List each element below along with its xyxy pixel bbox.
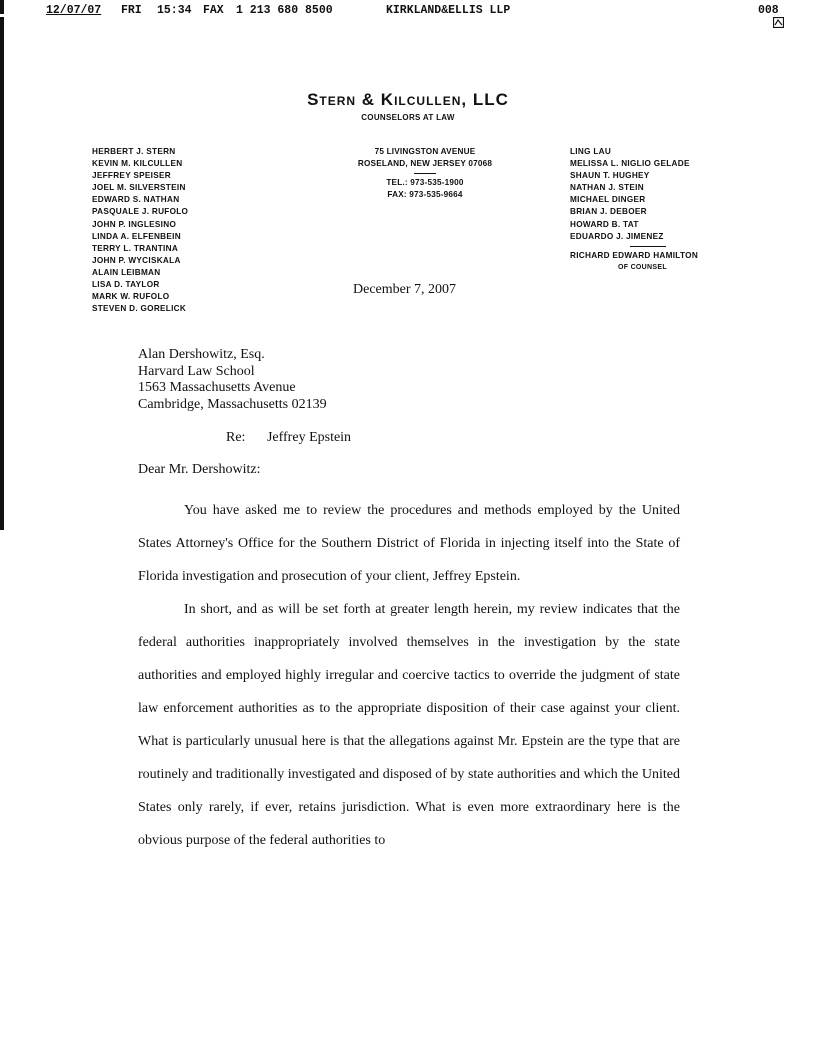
letter-body [138,494,680,857]
recipient-line: Alan Dershowitz, Esq. [138,347,265,362]
firm-subtitle: COUNSELORS AT LAW [361,113,455,122]
attorney-list-left [92,146,188,315]
firm-name: Stern & Kilcullen, LLC [307,90,509,109]
subject-line [226,430,351,446]
of-counsel-title: OF COUNSEL [618,263,667,271]
attorney-name: EDWARD S. NATHAN [92,195,180,205]
subject-label: Re: [226,430,246,445]
recipient-address [138,347,327,413]
attorney-name: BRIAN J. DEBOER [570,207,647,217]
firm-fax: FAX: 973-535-9664 [387,190,463,200]
body-paragraph: In short, and as will be set forth at greater length herein, my review indicates that the federal authorities inappropriately involved themselves in the investigation by the state authorities and employed highly irregular and coercive tactics to override the judgment of state law enforcement authorities as to the appropriate disposition of their case against your client. What is particularly unusual here is that the allegations against Mr. Epstein are the type that are routinely and traditionally investigated and disposed of by state authorities and which the United States only rarely, if ever, retains jurisdiction. What is even more extraordinary here is the obvious purpose of the federal authorities to [138,602,680,848]
attorney-name: JOHN P. INGLESINO [92,219,177,229]
attorney-name: LISA D. TAYLOR [92,280,160,290]
body-paragraph: You have asked me to review the procedures and methods employed by the United States Attorney's Office for the Southern District of Florida in injecting itself into the State of Florida investigation and prosecution of your client, Jeffrey Epstein. [138,503,680,584]
fax-page-number: 008 [758,4,779,17]
firm-telephone: TEL.: 973-535-1900 [386,178,464,188]
attorney-name: LINDA A. ELFENBEIN [92,231,181,241]
attorney-name: JEFFREY SPEISER [92,171,171,181]
firm-address-block [305,146,545,201]
letter-date: December 7, 2007 [353,282,457,297]
attorney-name: HOWARD B. TAT [570,219,639,229]
of-counsel-divider [630,246,666,247]
attorney-name: KEVIN M. KILCULLEN [92,159,183,169]
fax-label: FAX [203,4,224,17]
attorney-name: MARK W. RUFOLO [92,292,170,302]
fax-date: 12/07/07 [46,4,102,17]
scan-edge-bar [0,0,4,530]
attorney-name: TERRY L. TRANTINA [92,243,179,253]
attorney-name: ALAIN LEIBMAN [92,267,161,277]
attorney-list-right [570,146,698,274]
address-divider [414,173,436,174]
subject-text: Jeffrey Epstein [266,430,352,445]
address-line-2: ROSELAND, NEW JERSEY 07068 [357,159,493,169]
recipient-line: Harvard Law School [138,363,255,379]
of-counsel-name: RICHARD EDWARD HAMILTON [570,250,699,260]
attorney-name: STEVEN D. GORELICK [92,304,187,314]
attorney-name: JOEL M. SILVERSTEIN [92,183,186,193]
recipient-line: 1563 Massachusetts Avenue [138,380,296,395]
fax-transmission-header [0,4,816,20]
recipient-line: Cambridge, Massachusetts 02139 [138,396,327,412]
attorney-name: NATHAN J. STEIN [570,183,644,193]
attorney-name: HERBERT J. STERN [92,147,176,156]
attorney-name: MELISSA L. NIGLIO GELADE [570,159,690,169]
attorney-name: EDUARDO J. JIMENEZ [570,231,664,241]
attorney-name: LING LAU [570,147,612,156]
attorney-name: SHAUN T. HUGHEY [570,171,650,181]
attorney-name: PASQUALE J. RUFOLO [92,207,189,217]
fax-sender: KIRKLAND&ELLIS LLP [386,4,511,17]
fax-day: FRI [121,4,142,17]
attorney-name: MICHAEL DINGER [570,195,646,205]
salutation: Dear Mr. Dershowitz: [138,462,261,477]
fax-time: 15:34 [157,4,192,17]
address-line-1: 75 LIVINGSTON AVENUE [374,147,476,156]
fax-number: 1 213 680 8500 [236,4,333,17]
attorney-name: JOHN P. WYCISKALA [92,255,181,265]
